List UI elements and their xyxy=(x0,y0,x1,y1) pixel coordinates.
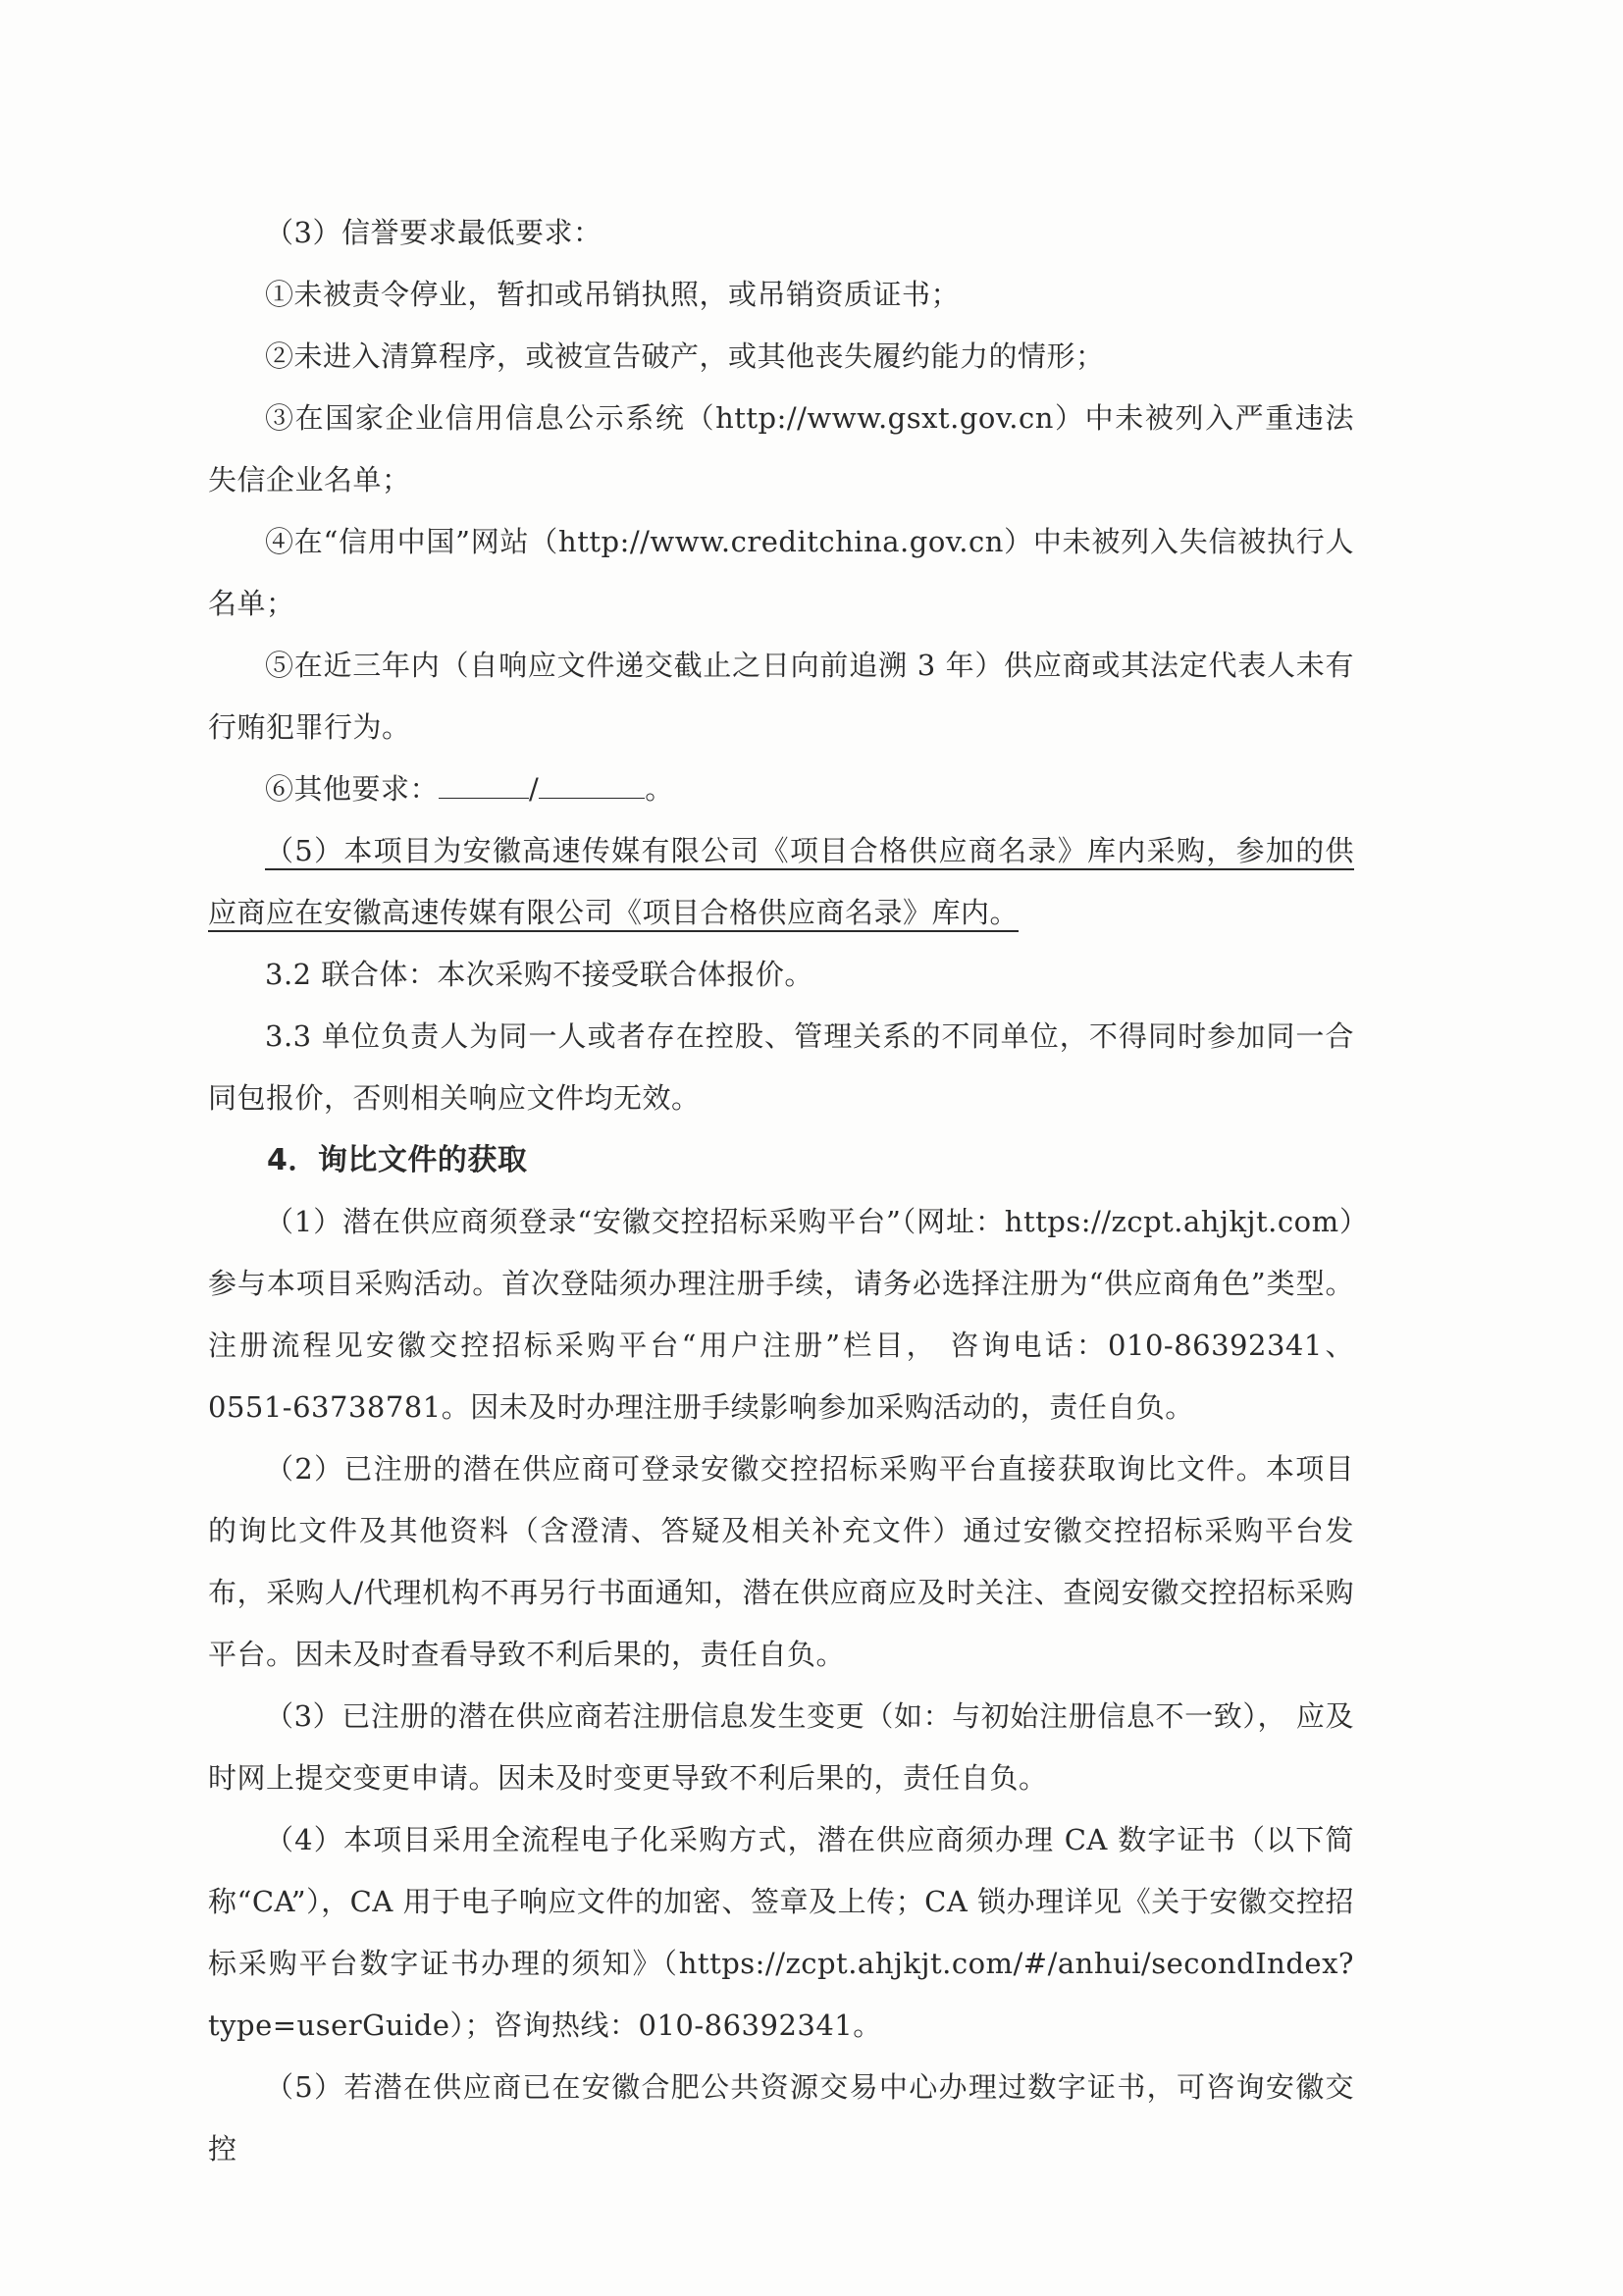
obtain-paragraph-3: （3）已注册的潜在供应商若注册信息发生变更（如：与初始注册信息不一致）， 应及时网上提交变更申请。因未及时变更导致不利后果的，责任自负。 xyxy=(208,1699,1354,1795)
credit-requirement-6 xyxy=(208,758,1354,820)
obtain-paragraph-5: （5）若潜在供应商已在安徽合肥公共资源交易中心办理过数字证书，可咨询安徽交控 xyxy=(208,2070,1354,2166)
other-requirements-end: 。 xyxy=(645,772,674,806)
fill-blank-2 xyxy=(539,798,645,799)
credit-requirements-title: （3）信誉要求最低要求： xyxy=(265,216,602,249)
fill-blank-1 xyxy=(439,798,529,799)
section-heading-obtain-documents: 4．询比文件的获取 xyxy=(267,1143,528,1177)
qualified-supplier-requirement xyxy=(208,820,1354,944)
fill-blank-slash: / xyxy=(529,772,540,806)
credit-requirement-2: ②未进入清算程序，或被宣告破产，或其他丧失履约能力的情形； xyxy=(265,339,1105,373)
consortium-clause: 3.2 联合体：本次采购不接受联合体报价。 xyxy=(265,958,813,991)
obtain-paragraph-4: （4）本项目采用全流程电子化采购方式，潜在供应商须办理 CA 数字证书（以下简称“CA”），CA 用于电子响应文件的加密、签章及上传；CA 锁办理详见《关于安徽交控招标采购平台数字证书办理的须知》（https://zcpt.ahjkjt.com/#/anhui/secondIndex?type=userGuide）；咨询热线：010-86392341。 xyxy=(208,1823,1354,2042)
obtain-paragraph-1: （1）潜在供应商须登录“安徽交控招标采购平台”（网址：https://zcpt.ahjkjt.com）参与本项目采购活动。首次登陆须办理注册手续，请务必选择注册为“供应商角色”类型。注册流程见安徽交控招标采购平台“用户注册”栏目， 咨询电话：010-86392341、0551-63738781。因未及时办理注册手续影响参加采购活动的，责任自负。 xyxy=(208,1205,1354,1424)
related-entity-clause: 3.3 单位负责人为同一人或者存在控股、管理关系的不同单位，不得同时参加同一合同包报价，否则相关响应文件均无效。 xyxy=(208,1019,1354,1115)
credit-requirement-1: ①未被责令停业，暂扣或吊销执照，或吊销资质证书； xyxy=(265,278,961,311)
credit-requirement-3: ③在国家企业信用信息公示系统（http://www.gsxt.gov.cn）中未被列入严重违法失信企业名单； xyxy=(208,401,1354,496)
qualified-supplier-text: （5）本项目为安徽高速传媒有限公司《项目合格供应商名录》库内采购，参加的供应商应在安徽高速传媒有限公司《项目合格供应商名录》库内。 xyxy=(208,834,1354,929)
document-body xyxy=(208,202,1354,2180)
obtain-paragraph-2: （2）已注册的潜在供应商可登录安徽交控招标采购平台直接获取询比文件。本项目的询比文件及其他资料（含澄清、答疑及相关补充文件）通过安徽交控招标采购平台发布，采购人/代理机构不再另行书面通知，潜在供应商应及时关注、查阅安徽交控招标采购平台。因未及时查看导致不利后果的，责任自负。 xyxy=(208,1452,1354,1671)
other-requirements-label: ⑥其他要求： xyxy=(265,772,440,806)
credit-requirement-5: ⑤在近三年内（自响应文件递交截止之日向前追溯 3 年）供应商或其法定代表人未有行贿犯罪行为。 xyxy=(208,649,1354,744)
credit-requirement-4: ④在“信用中国”网站（http://www.creditchina.gov.cn）中未被列入失信被执行人名单； xyxy=(208,525,1354,620)
